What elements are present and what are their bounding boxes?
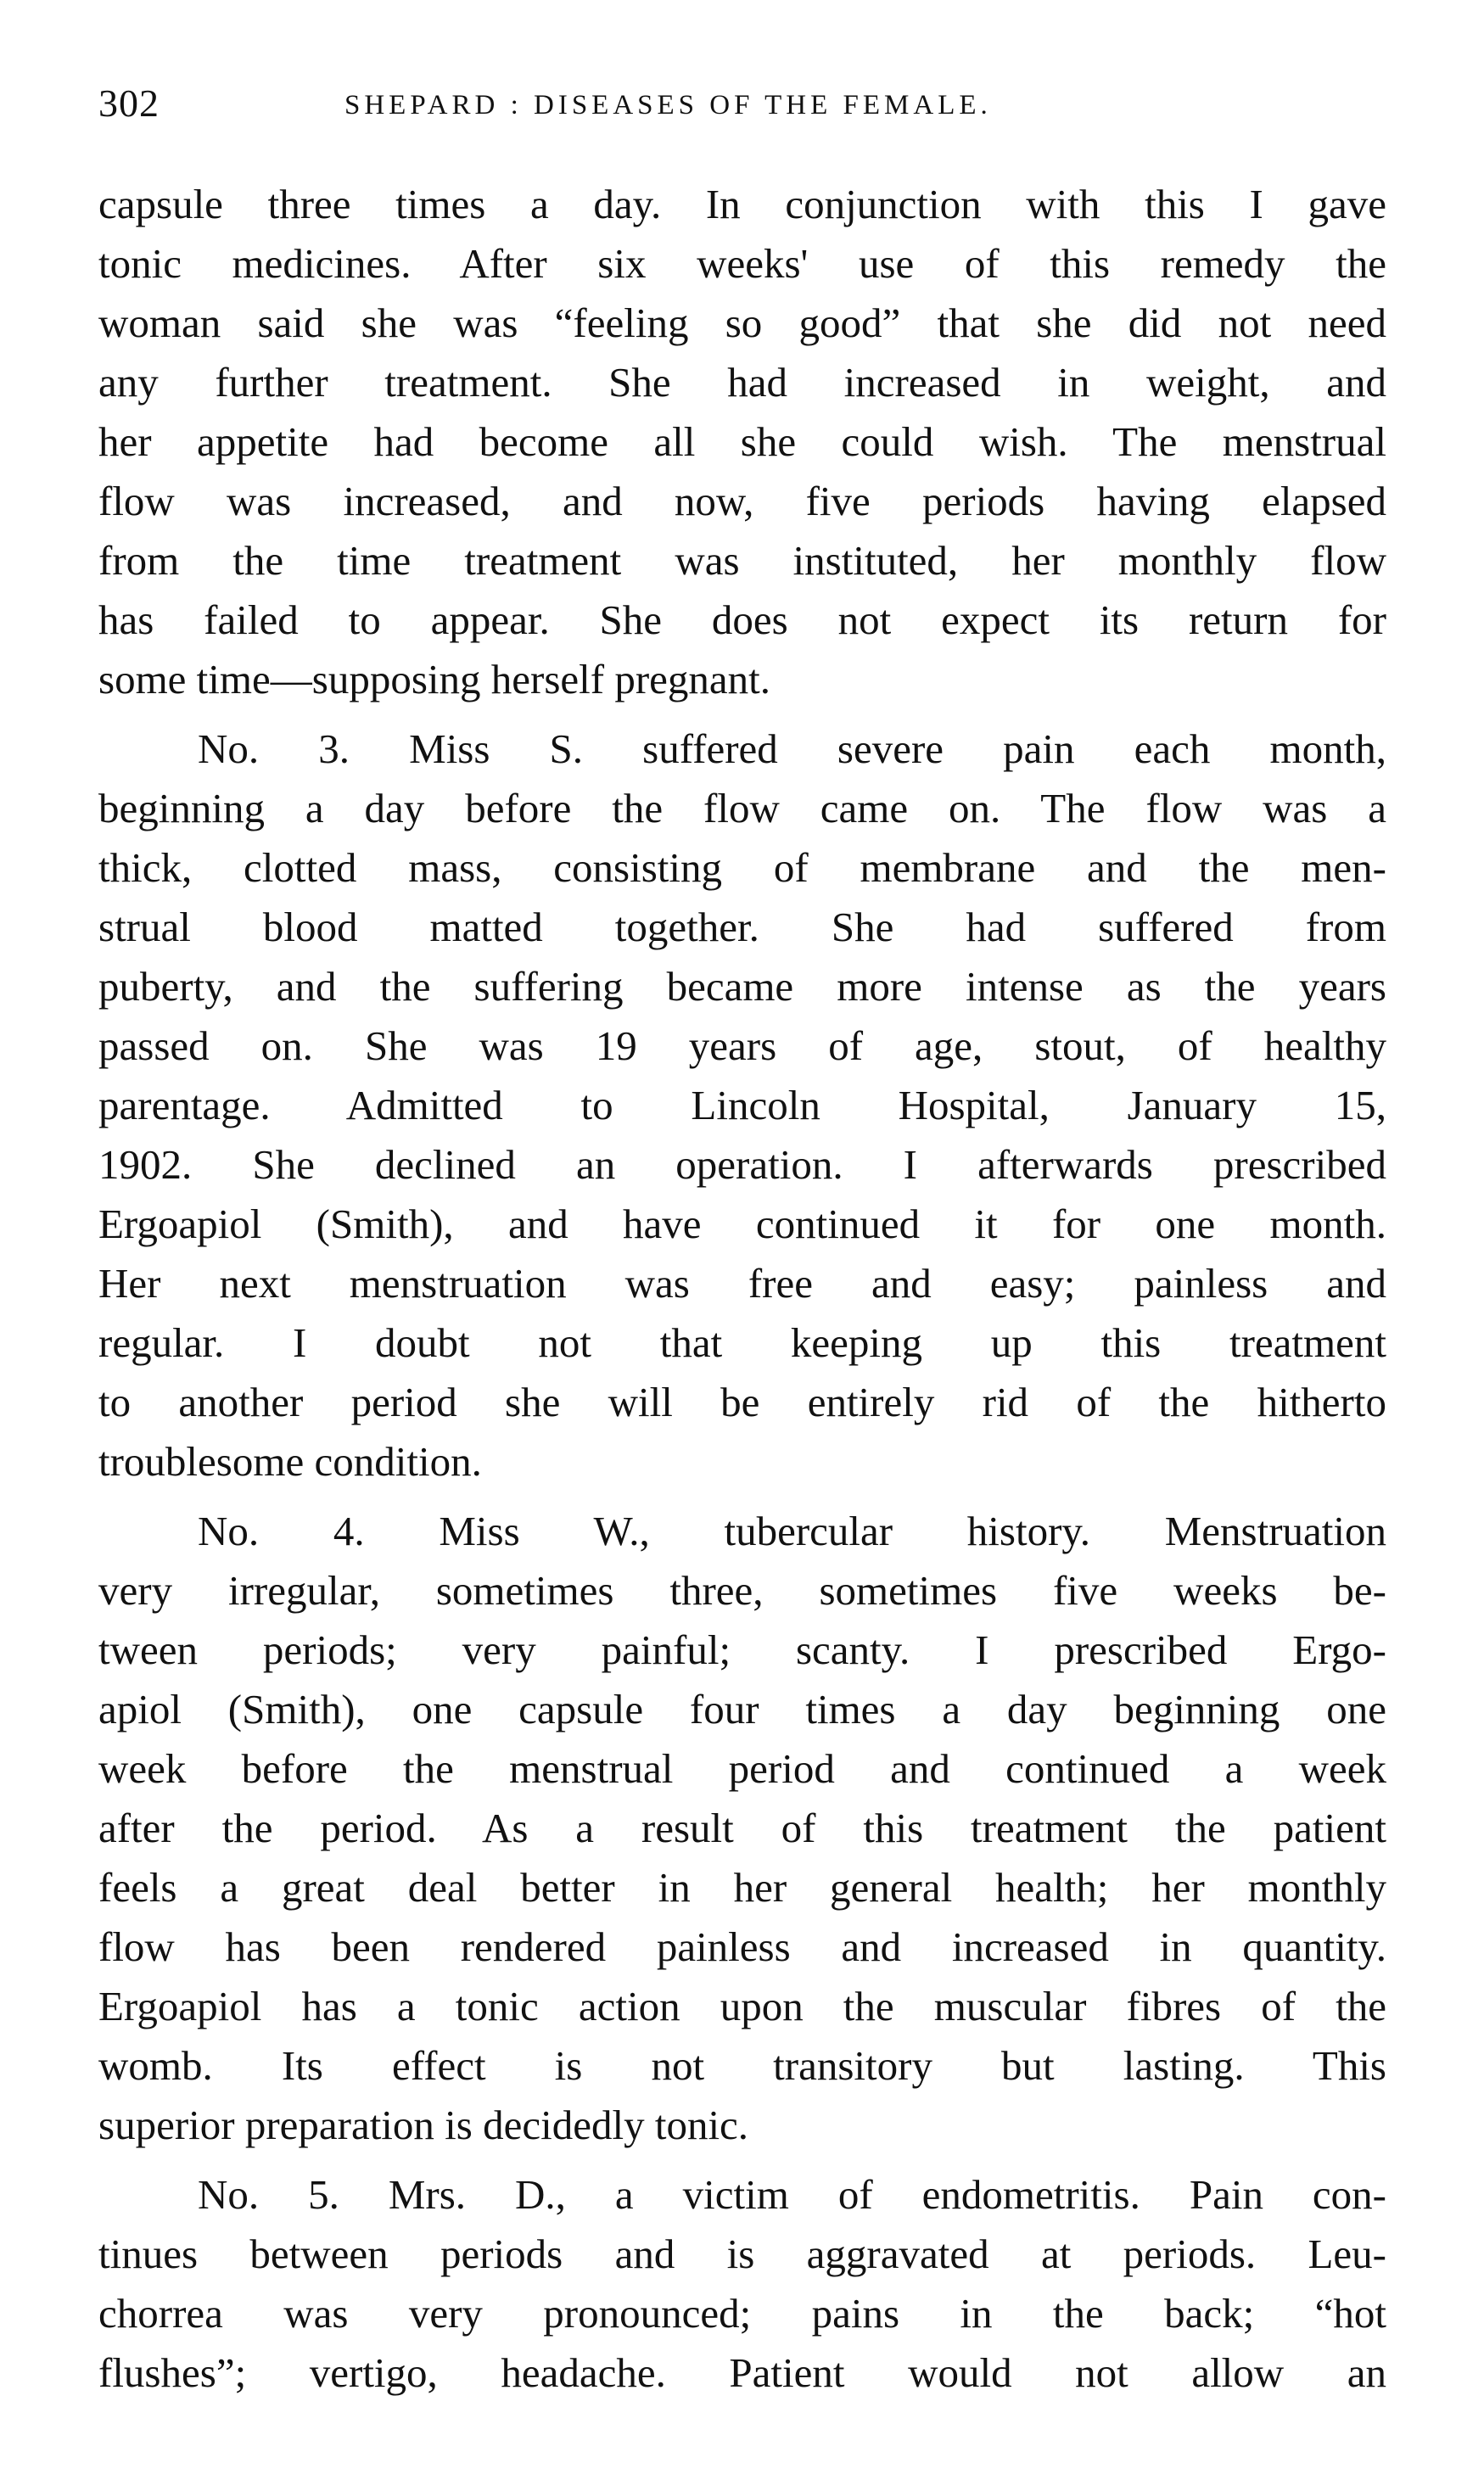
text-line: 1902. She declined an operation. I afterwards prescribed	[98, 1141, 1386, 1188]
text-line: flow was increased, and now, five periods having elapsed	[98, 478, 1386, 524]
text-line: strual blood matted together. She had suffered from	[98, 904, 1386, 950]
text-line: very irregular, sometimes three, sometimes five weeks be-	[98, 1567, 1386, 1614]
text-line: womb. Its effect is not transitory but lasting. This	[98, 2042, 1386, 2089]
text-line: has failed to appear. She does not expect its return for	[98, 596, 1386, 643]
text-line: after the period. As a result of this treatment the patient	[98, 1805, 1386, 1851]
text-line: chorrea was very pronounced; pains in the back; “hot	[98, 2290, 1386, 2337]
text-line: No. 5. Mrs. D., a victim of endometritis. Pain con-	[198, 2171, 1386, 2218]
text-line: tween periods; very painful; scanty. I prescribed Ergo-	[98, 1626, 1386, 1673]
text-line: puberty, and the suffering became more intense as the years	[98, 963, 1386, 1010]
text-line: apiol (Smith), one capsule four times a day beginning one	[98, 1686, 1386, 1733]
paragraph-gap	[98, 2155, 1386, 2165]
text-line: troublesome condition.	[98, 1438, 482, 1485]
paragraph	[98, 175, 1386, 709]
text-line: woman said she was “feeling so good” that she did not need	[98, 299, 1386, 346]
text-line: Ergoapiol has a tonic action upon the muscular fibres of the	[98, 1983, 1386, 2029]
text-line: flushes”; vertigo, headache. Patient would not allow an	[98, 2349, 1386, 2396]
paragraph	[98, 1502, 1386, 2155]
text-line: from the time treatment was instituted, her monthly flow	[98, 537, 1386, 584]
text-line: feels a great deal better in her general health; her monthly	[98, 1864, 1386, 1911]
text-line: Her next menstruation was free and easy; painless and	[98, 1260, 1386, 1307]
text-line: superior preparation is decidedly tonic.	[98, 2102, 749, 2148]
paragraph-gap	[98, 709, 1386, 719]
text-line: week before the menstrual period and continued a week	[98, 1745, 1386, 1792]
text-line: capsule three times a day. In conjunction with this I gave	[98, 181, 1386, 227]
text-line: any further treatment. She had increased in weight, and	[98, 359, 1386, 406]
text-line: No. 3. Miss S. suffered severe pain each month,	[198, 725, 1386, 772]
text-line: to another period she will be entirely rid of the hitherto	[98, 1379, 1386, 1425]
text-line: regular. I doubt not that keeping up this treatment	[98, 1319, 1386, 1366]
text-line: Ergoapiol (Smith), and have continued it for one month.	[98, 1201, 1386, 1247]
text-line: her appetite had become all she could wish. The menstrual	[98, 418, 1386, 465]
text-line: passed on. She was 19 years of age, stout, of healthy	[98, 1022, 1386, 1069]
text-line: some time—supposing herself pregnant.	[98, 656, 771, 703]
paragraph	[98, 719, 1386, 1492]
text-line: flow has been rendered painless and increased in quantity.	[98, 1923, 1386, 1970]
page-number: 302	[98, 81, 160, 125]
text-line: parentage. Admitted to Lincoln Hospital, January 15,	[98, 1082, 1386, 1128]
text-line: thick, clotted mass, consisting of membrane and the men-	[98, 844, 1386, 891]
text-line: beginning a day before the flow came on. The flow was a	[98, 785, 1386, 831]
text-line: No. 4. Miss W., tubercular history. Menstruation	[198, 1508, 1386, 1554]
running-head	[98, 78, 1386, 129]
text-line: tonic medicines. After six weeks' use of this remedy the	[98, 240, 1386, 287]
paragraph	[98, 2165, 1386, 2403]
paragraph-gap	[98, 1492, 1386, 1502]
body-text	[98, 175, 1386, 2403]
running-title: SHEPARD : DISEASES OF THE FEMALE.	[344, 90, 992, 120]
text-line: tinues between periods and is aggravated at periods. Leu-	[98, 2231, 1386, 2277]
